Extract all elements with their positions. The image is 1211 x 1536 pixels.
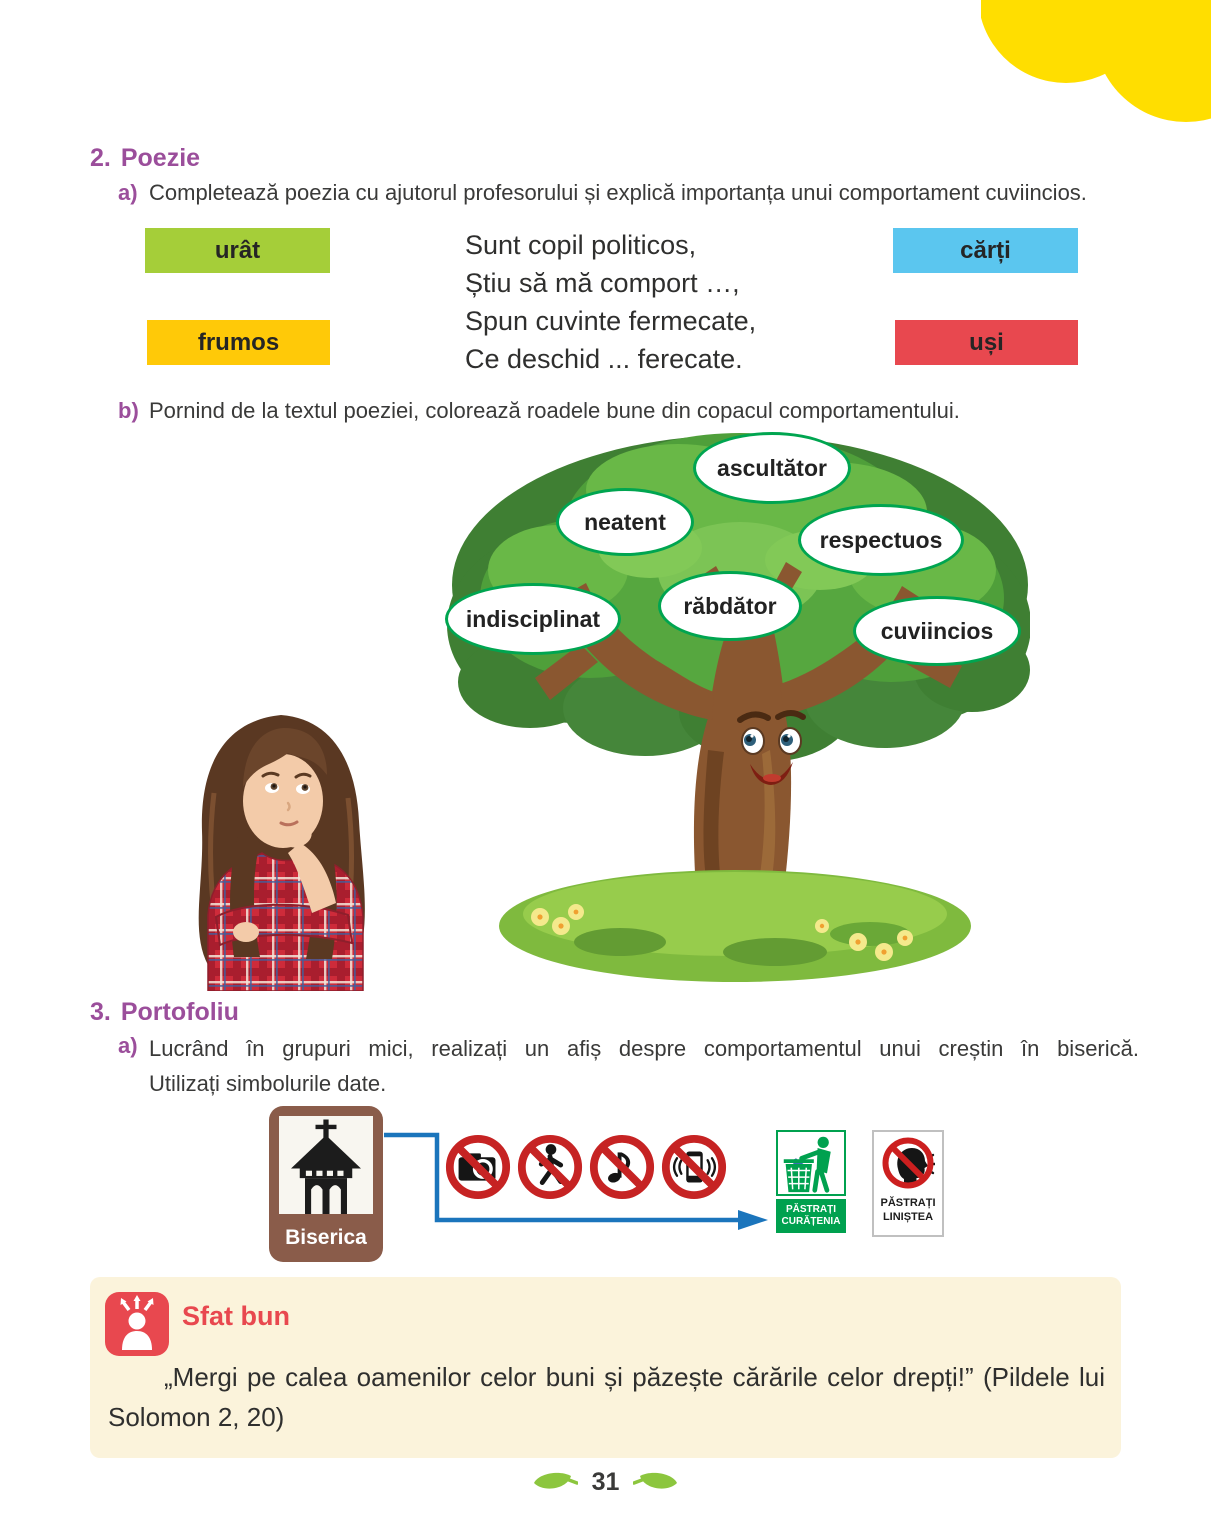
leaf-icon [633,1470,679,1496]
poem-line: Știu să mă comport …, [465,268,740,298]
task-2a-text: Completează poezia cu ajutorul profesorului și explică importanța unui comportament cuviincios. [149,180,1087,205]
no-walking-icon [516,1133,584,1201]
keep-clean-sign [776,1130,846,1233]
section-2-heading [90,144,200,173]
section-3-number: 3. [90,998,111,1026]
task-3a-line2: Utilizați simbolurile date. [149,1071,387,1096]
advice-icon [105,1292,169,1356]
tree-word-rabdator: răbdător [658,571,802,641]
littering-icon [778,1132,844,1194]
tree-word-neatent: neatent [556,488,694,556]
task-2b-label: b) [118,398,139,423]
church-sign-label: Biserica [285,1226,367,1249]
poem-line: Sunt copil politicos, [465,230,697,260]
no-camera-icon [444,1133,512,1201]
poem-line: Ce deschid ... ferecate. [465,344,743,374]
no-talking-icon [881,1136,935,1190]
no-phone-icon [660,1133,728,1201]
tree-word-respectuos: respectuos [798,504,964,576]
tree-word-cuviincios: cuviincios [853,596,1021,666]
cloud-decoration [981,0,1211,150]
word-box-frumos: frumos [147,320,330,365]
keep-quiet-sign [872,1130,944,1237]
keep-quiet-line2: LINIȘTEA [882,1211,934,1223]
leaf-icon [532,1470,578,1496]
word-box-usi: uși [895,320,1078,365]
advice-box [90,1277,1121,1458]
section-3-title: Portofoliu [120,998,239,1026]
church-sign [269,1106,383,1262]
section-2-number: 2. [90,144,111,172]
task-3a-line1: Lucrând în grupuri mici, realizați un afiș despre comportamentul unui creștin în biserică. [149,1036,1139,1061]
advice-quote: „Mergi pe calea oamenilor celor buni și păzește cărările celor drepți!” (Pildele lui Solomon 2, 20) [108,1362,1105,1432]
keep-quiet-line1: PĂSTRAȚI [880,1197,936,1209]
poem-line: Spun cuvinte fermecate, [465,306,757,336]
tree-word-indisciplinat: indisciplinat [445,583,621,655]
task-3a [118,1031,1139,1101]
page-number: 31 [591,1468,620,1496]
section-3-heading [90,998,239,1027]
tree-word-ascultator: ascultător [693,432,851,504]
word-box-urat: urât [145,228,330,273]
behavior-tree [440,420,1030,1000]
advice-title: Sfat bun [182,1301,290,1331]
page-footer [0,1468,1211,1497]
no-music-icon [588,1133,656,1201]
task-2b-text: Pornind de la textul poeziei, colorează roadele bune din copacul comportamentului. [149,398,960,423]
church-icon [279,1116,373,1214]
thinking-girl-photo [150,703,412,991]
poem [465,226,756,378]
girl-left-hand [233,922,259,942]
tree-illustration [440,420,1030,1000]
word-box-carti: cărți [893,228,1078,273]
section-2-title: Poezie [120,144,201,172]
keep-clean-line2: CURĂȚENIA [781,1216,841,1227]
task-2a-label: a) [118,180,138,205]
task-2a [118,178,1138,208]
keep-clean-line1: PĂSTRAȚI [786,1204,836,1215]
task-3a-label: a) [118,1033,138,1058]
